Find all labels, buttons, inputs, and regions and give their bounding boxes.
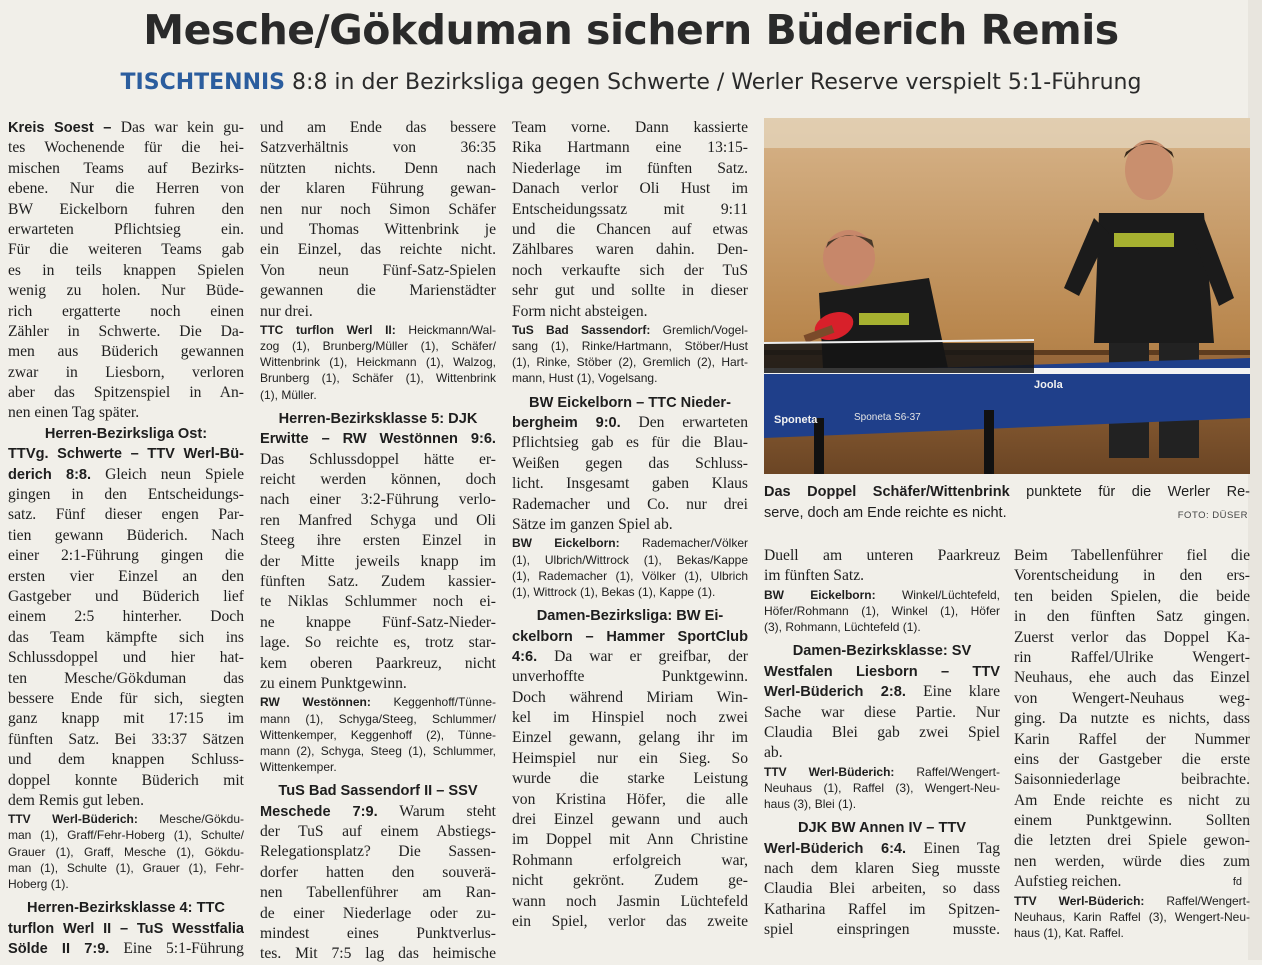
- text-line: unverhoffte Punktgewinn.: [512, 668, 748, 686]
- text-line: von Kristina Höfer, die alle: [512, 790, 748, 808]
- text-span: Mesche/Gökdu-: [159, 812, 244, 827]
- section-kicker: TISCHTENNIS: [120, 70, 286, 95]
- subhead: Herren-Bezirksklasse 5: DJK: [278, 410, 478, 427]
- subheadline-text: 8:8 in der Bezirksliga gegen Schwerte / Werler Reserve verspielt 5:1-Führung: [292, 70, 1142, 95]
- text-line: nur drei.: [260, 302, 313, 320]
- author-initials: fd: [1232, 876, 1242, 889]
- result-line: (1), Rinke, Stöber (2), Gremlich (2), Hart-: [512, 355, 748, 370]
- subhead: TTVg. Schwerte – TTV Werl-Bü-: [8, 446, 244, 463]
- text-line: erwarteten Pflichtsieg ein.: [8, 220, 244, 238]
- signage-sponeta: Sponeta: [774, 414, 818, 426]
- text-line: ne knappe Fünf-Satz-Nieder-: [260, 613, 496, 631]
- text-line: gewannen die Marienstädter: [260, 282, 496, 300]
- text-span: Raffel/Wengert-: [916, 764, 1000, 779]
- text-line: Zählbares waren dahin. Den-: [512, 241, 748, 259]
- result-line: Wittenkemper, Keggenhoff (2), Tünne-: [260, 727, 496, 742]
- text-line: Entscheidungssatz mit 9:11: [512, 200, 748, 218]
- result-line: Brunberg (1), Schäfer (1), Wittenbrink: [260, 371, 496, 386]
- text-line: Sätze im ganzen Spiel ab.: [512, 516, 673, 533]
- result-line: (1), Rademacher (1), Völker (1), Ulbrich: [512, 568, 748, 583]
- text-line: mischen Teams auf Bezirks-: [8, 159, 244, 177]
- text-line: Zähler in Schwerte. Die Da-: [8, 322, 244, 340]
- text-span: Aufstieg reichen.: [1014, 873, 1122, 891]
- results-block: [1014, 893, 1250, 942]
- text-line: [512, 413, 748, 433]
- subhead-end: bergheim 9:0.: [512, 415, 621, 432]
- result-line: mann (2), Schyga, Steeg (1), Schlummer,: [260, 743, 496, 758]
- text-line: drei Einzel gewann und auch: [512, 811, 748, 829]
- text-line: Claudia Blei gab zwei Spiel: [764, 723, 1000, 741]
- subhead: Damen-Bezirksliga: BW Ei-: [536, 608, 724, 625]
- text-line: wenig zu holen. Nur Büde-: [8, 282, 244, 300]
- text-line: Saisonniederlage beibrachte.: [1014, 771, 1250, 789]
- text-line: nach einer 3:2-Führung verlo-: [260, 491, 496, 509]
- text-line: Rademacher und Co. nur drei: [512, 495, 748, 513]
- text-line: im fünften Satz.: [764, 567, 865, 585]
- text-line: nen einen Tag später.: [8, 404, 140, 422]
- text-line: der Mitte jeweils knapp im: [260, 552, 496, 570]
- text-line: Relegationsplatz? Die Sassen-: [260, 843, 496, 861]
- team-name: BW Eickelborn:: [512, 536, 620, 551]
- caption-line: [764, 482, 1250, 503]
- text-line: Danach verlor Oli Hust im: [512, 180, 748, 198]
- team-name: TTV Werl-Büderich:: [1014, 893, 1145, 908]
- result-line: haus (1), Kat. Raffel.: [1014, 926, 1124, 941]
- text-line: mindest eines Punktverlus-: [260, 924, 496, 942]
- text-line: tes. Mit 7:5 lag das heimische: [260, 945, 496, 963]
- text-line: de einer Niederlage oder zu-: [260, 904, 496, 922]
- team-name: RW Westönnen:: [260, 695, 371, 710]
- subhead: Westfalen Liesborn – TTV: [764, 663, 1000, 680]
- text-line: fünften Satz. Bei 33:37 Sätzen: [8, 730, 244, 748]
- text-span: Gleich neun Spiele: [105, 465, 244, 483]
- subhead-end: Werl-Büderich 6:4.: [764, 840, 907, 857]
- text-line: [260, 802, 496, 822]
- results-block: [764, 764, 1000, 813]
- text-span: Keggenhoff/Tünne-: [393, 695, 496, 710]
- text-line: tien gewann Büderich. Nach: [8, 526, 244, 544]
- text-line: wann noch Jasmin Lüchtefeld: [512, 892, 748, 910]
- result-line: [260, 322, 496, 338]
- subhead: DJK BW Annen IV – TTV: [797, 820, 967, 837]
- text-line: dem Remis gut leben.: [8, 791, 144, 809]
- subhead-end: Werl-Büderich 2:8.: [764, 684, 906, 701]
- text-line: Rohmann erfolgreich war,: [512, 851, 748, 869]
- text-line: [8, 939, 244, 959]
- text-line: Duell am unteren Paarkreuz: [764, 547, 1000, 564]
- text-line: und die Chancen auf etwas: [512, 220, 748, 238]
- text-line: aber das Spitzenspiel in An-: [8, 384, 244, 402]
- team-name: TTV Werl-Büderich:: [764, 764, 895, 779]
- column-1: [8, 118, 244, 959]
- result-line: Höfer/Rohmann (1), Winkel (1), Höfer: [764, 603, 1000, 618]
- headline: Mesche/Gökduman sichern Büderich Remis: [143, 6, 1119, 54]
- caption-bold: Das Doppel Schäfer/Wittenbrink: [764, 484, 1010, 500]
- result-line: [1014, 893, 1250, 909]
- result-line: haus (3), Blei (1).: [764, 797, 857, 812]
- result-line: man (1), Schulte (1), Grauer (1), Fehr-: [8, 860, 244, 875]
- text-line: und Thomas Wittenbrink je: [260, 220, 496, 238]
- text-line: ebene. Nur die Herren von: [8, 180, 244, 198]
- results-block: [512, 535, 748, 600]
- result-line: Grauer (1), Graff, Mesche (1), Gökdu-: [8, 844, 244, 859]
- text-line: bessere Ende für sich, siegten: [8, 689, 244, 707]
- text-line: reicht werden können, doch: [260, 471, 496, 489]
- result-line: [512, 322, 748, 338]
- text-line: ten beiden Spielen, die beide: [1014, 587, 1250, 605]
- text-line: der TuS auf einem Abstiegs-: [260, 823, 496, 841]
- text-line: Einzel gewann, gelang ihr im: [512, 729, 748, 747]
- text-line: einer 2:1-Führung gingen die: [8, 547, 244, 565]
- text-line: gingen in den Entscheidungs-: [8, 486, 244, 504]
- text-line: [764, 682, 1000, 702]
- text-line: der klaren Führung gewan-: [260, 180, 496, 198]
- signage-joola: Joola: [1034, 379, 1063, 391]
- column-3: [512, 118, 748, 932]
- text-line: Für die weiteren Teams gab: [8, 241, 244, 259]
- page-margin: [1248, 0, 1262, 960]
- table-tennis-photo: [764, 118, 1250, 474]
- text-line: Pflichtsieg gab es für die Blau-: [512, 434, 748, 452]
- subhead: Herren-Bezirksliga Ost:: [44, 425, 208, 442]
- results-block: [512, 322, 748, 387]
- text-line: ging. Da nutzte es nichts, dass: [1014, 710, 1250, 728]
- team-name: BW Eickelborn:: [764, 587, 876, 602]
- result-line: Wittenkemper.: [260, 760, 337, 775]
- text-line: spiel einspringen musste.: [764, 921, 1000, 939]
- text-line: dorfer hatten den souverä-: [260, 863, 496, 881]
- result-line: Neuhaus, Karin Raffel (3), Wengert-Neu-: [1014, 909, 1250, 924]
- text-line: einem Punktgewinn. Sollten: [1014, 812, 1250, 830]
- text-span: punktete für die Werler Re-: [1026, 484, 1250, 500]
- photo-credit: FOTO: DÜSER: [1177, 510, 1248, 521]
- text-line: nen werden, würde dies zum: [1014, 852, 1250, 870]
- text-line: doppel konnte Büderich mit: [8, 771, 244, 789]
- result-line: (1), Müller.: [260, 387, 317, 402]
- team-name: TTC turflon Werl II:: [260, 322, 396, 337]
- text-line: ab.: [764, 744, 783, 762]
- text-span: Eine 5:1-Führung: [123, 940, 244, 957]
- text-line: Doch während Miriam Win-: [512, 688, 748, 706]
- subhead-end: derich 8:8.: [8, 466, 92, 483]
- result-line: mann (1), Schyga/Steeg, Schlummer/: [260, 711, 496, 726]
- result-line: [764, 587, 1000, 603]
- text-line: ren Manfred Schyga und Oli: [260, 511, 496, 529]
- text-span: Winkel/Lüchtefeld,: [901, 587, 1000, 602]
- text-line: ersten vier Einzel an den: [8, 567, 244, 585]
- result-line: (1), Wittrock (1), Bekas (1), Kappe (1).: [512, 584, 716, 599]
- text-line: nützten nichts. Denn nach: [260, 159, 496, 177]
- text-line: licht. Insgesamt gaben Klaus: [512, 475, 748, 493]
- text-line: Zuerst verlor das Doppel Ka-: [1014, 628, 1250, 646]
- text-line: zwar in Liesborn, verloren: [8, 363, 244, 381]
- caption-line: serve, doch am Ende reichte es nicht.: [764, 505, 1007, 521]
- subhead: BW Eickelborn – TTC Nieder-: [529, 394, 731, 411]
- text-line: rich ergatterte noch einen: [8, 302, 244, 320]
- team-name: TuS Bad Sassendorf:: [512, 322, 651, 337]
- text-line: die letzten drei Spiele gewon-: [1014, 832, 1250, 850]
- text-line: nen Tabellenführer am Ran-: [260, 884, 496, 902]
- text-line: Vorentscheidung in den ers-: [1014, 567, 1250, 585]
- text-line: Beim Tabellenführer fiel die: [1014, 547, 1250, 564]
- text-line: nicht gekrönt. Zudem ge-: [512, 872, 748, 890]
- text-line: rin Raffel/Ulrike Wengert-: [1014, 648, 1250, 666]
- text-span: Den erwarteten: [638, 414, 748, 432]
- text-line: lage. So reichte es, trotz star-: [260, 634, 496, 652]
- text-line: Das Schlussdoppel hätte er-: [260, 450, 496, 468]
- text-span: Das war kein gu-: [120, 119, 244, 136]
- column-5: [1014, 546, 1250, 941]
- results-block: [8, 811, 244, 892]
- text-line: Niederlage im fünften Satz.: [512, 159, 748, 177]
- text-line: BW Eickelborn fuhren den: [8, 200, 244, 218]
- text-line: in den fünften Satz gingen.: [1014, 608, 1250, 626]
- team-name: TTV Werl-Büderich:: [8, 812, 138, 827]
- text-line: Heimspiel nur ein Sieg. So: [512, 749, 748, 767]
- text-line: satz. Fünf dieser engen Par-: [8, 506, 244, 524]
- result-line: (1), Ulbrich/Wittrock (1), Bekas/Kappe: [512, 552, 748, 567]
- text-line: von Wengert-Neuhaus weg-: [1014, 689, 1250, 707]
- result-line: [8, 811, 244, 827]
- text-line: noch verkaufte sich der TuS: [512, 261, 748, 279]
- text-line: [8, 465, 244, 485]
- text-line: Claudia Blei arbeiten, so dass: [764, 880, 1000, 898]
- result-line: Hoberg (1).: [8, 877, 69, 892]
- text-line: Von neun Fünf-Satz-Spielen: [260, 261, 496, 279]
- text-line: und dem knappen Schluss-: [8, 751, 244, 769]
- text-line: und am Ende das bessere: [260, 119, 496, 136]
- subheadline: [0, 70, 1262, 95]
- text-line: sehr gut und sollte in dieser: [512, 282, 748, 300]
- text-span: Warum steht: [399, 802, 496, 820]
- text-line: Satzverhältnis von 36:35: [260, 139, 496, 157]
- text-span: Raffel/Wengert-: [1166, 893, 1250, 908]
- text-line: ten Mesche/Gökduman das: [8, 669, 244, 687]
- text-line: [512, 647, 748, 667]
- text-line: kem oberen Paarkreuz, nicht: [260, 654, 496, 672]
- subhead-end: Sölde II 7:9.: [8, 941, 110, 957]
- text-line: Am Ende reichte es nicht zu: [1014, 791, 1250, 809]
- subhead: Herren-Bezirksklasse 4: TTC: [27, 900, 225, 917]
- text-line: tes Wochenende für die hei-: [8, 139, 244, 157]
- text-line: wurde die starke Leistung: [512, 770, 748, 788]
- text-line: men aus Büderich gewannen: [8, 343, 244, 361]
- text-span: Eine klare: [923, 683, 1000, 701]
- text-line: Karin Raffel der Nummer: [1014, 730, 1250, 748]
- result-line: Neuhaus (1), Raffel (3), Wengert-Neu-: [764, 780, 1000, 795]
- subhead: Erwitte – RW Westönnen 9:6.: [260, 431, 496, 448]
- result-line: mann, Hust (1), Vogelsang.: [512, 371, 658, 386]
- text-line: ganz knapp mit 17:15 im: [8, 710, 244, 728]
- text-span: Gremlich/Vogel-: [662, 322, 748, 337]
- text-line: Team vorne. Dann kassierte: [512, 119, 748, 136]
- results-block: [260, 322, 496, 403]
- result-line: (3), Rohmann, Lüchtefeld (1).: [764, 620, 921, 635]
- article-photo: [764, 118, 1250, 474]
- subhead: Damen-Bezirksklasse: SV: [792, 643, 972, 660]
- text-line: Gastgeber und Büderich lief: [8, 587, 244, 605]
- text-line: Katharina Raffel im Spitzen-: [764, 900, 1000, 918]
- text-span: Rademacher/Völker: [641, 536, 748, 551]
- subhead: ckelborn – Hammer SportClub: [512, 628, 748, 645]
- text-line: einem 2:5 hinterher. Doch: [8, 608, 244, 626]
- result-line: [260, 694, 496, 710]
- text-span: Heickmann/Wal-: [408, 322, 496, 337]
- text-line: eins der Gastgeber die erste: [1014, 750, 1250, 768]
- text-line: ein Spiel, verlor das zweite: [512, 913, 748, 930]
- text-line: [1014, 872, 1250, 892]
- result-line: man (1), Graff/Fehr-Hoberg (1), Schulte/: [8, 828, 244, 843]
- subhead: TuS Bad Sassendorf II – SSV: [278, 783, 478, 800]
- results-block: [764, 587, 1000, 636]
- text-line: es in teils knappen Spielen: [8, 261, 244, 279]
- dateline: Kreis Soest –: [8, 120, 112, 136]
- text-line: Form nicht absteigen.: [512, 302, 648, 320]
- text-line: fünften Satz. Zudem kassier-: [260, 572, 496, 590]
- text-line: Rika Hartmann eine 13:15-: [512, 139, 748, 157]
- text-line: im Doppel mit Ann Christine: [512, 831, 748, 849]
- text-line: Weißen gegen das Schluss-: [512, 454, 748, 472]
- result-line: [764, 764, 1000, 780]
- text-line: das Team kämpfte sich ins: [8, 628, 244, 646]
- text-line: [8, 118, 244, 138]
- result-line: [512, 535, 748, 551]
- text-line: Schlussdoppel und hier hat-: [8, 649, 244, 667]
- text-span: Da war er greifbar, der: [554, 647, 748, 665]
- text-line: Neuhaus, ehe auch das Einzel: [1014, 669, 1250, 687]
- subhead: turflon Werl II – TuS Wesstfalia: [8, 920, 244, 937]
- text-line: nach dem klaren Sieg musste: [764, 860, 1000, 878]
- subhead-end: Meschede 7:9.: [260, 803, 378, 820]
- text-line: zu einem Punktgewinn.: [260, 674, 407, 692]
- result-line: Wittenbrink (1), Heickmann (1), Walzog,: [260, 355, 496, 370]
- text-line: ein Einzel, das reichte nicht.: [260, 241, 496, 259]
- text-line: kel im Hinspiel noch zwei: [512, 709, 748, 727]
- result-line: sang (1), Rinke/Hartmann, Stöber/Hust: [512, 339, 748, 354]
- signage-sponeta-model: Sponeta S6-37: [854, 412, 921, 423]
- text-line: Steeg ihre ersten Einzel in: [260, 532, 496, 550]
- results-block: [260, 694, 496, 775]
- text-span: Einen Tag: [923, 839, 1000, 857]
- text-line: [764, 839, 1000, 859]
- text-line: nen nur noch Simon Schäfer: [260, 200, 496, 218]
- text-line: Sache war diese Partie. Nur: [764, 703, 1000, 721]
- text-line: te Niklas Schlummer noch ei-: [260, 593, 496, 611]
- column-4: [764, 546, 1000, 941]
- subhead-end: 4:6.: [512, 648, 538, 665]
- result-line: zog (1), Brunberg/Müller (1), Schäfer/: [260, 339, 496, 354]
- column-2: [260, 118, 496, 965]
